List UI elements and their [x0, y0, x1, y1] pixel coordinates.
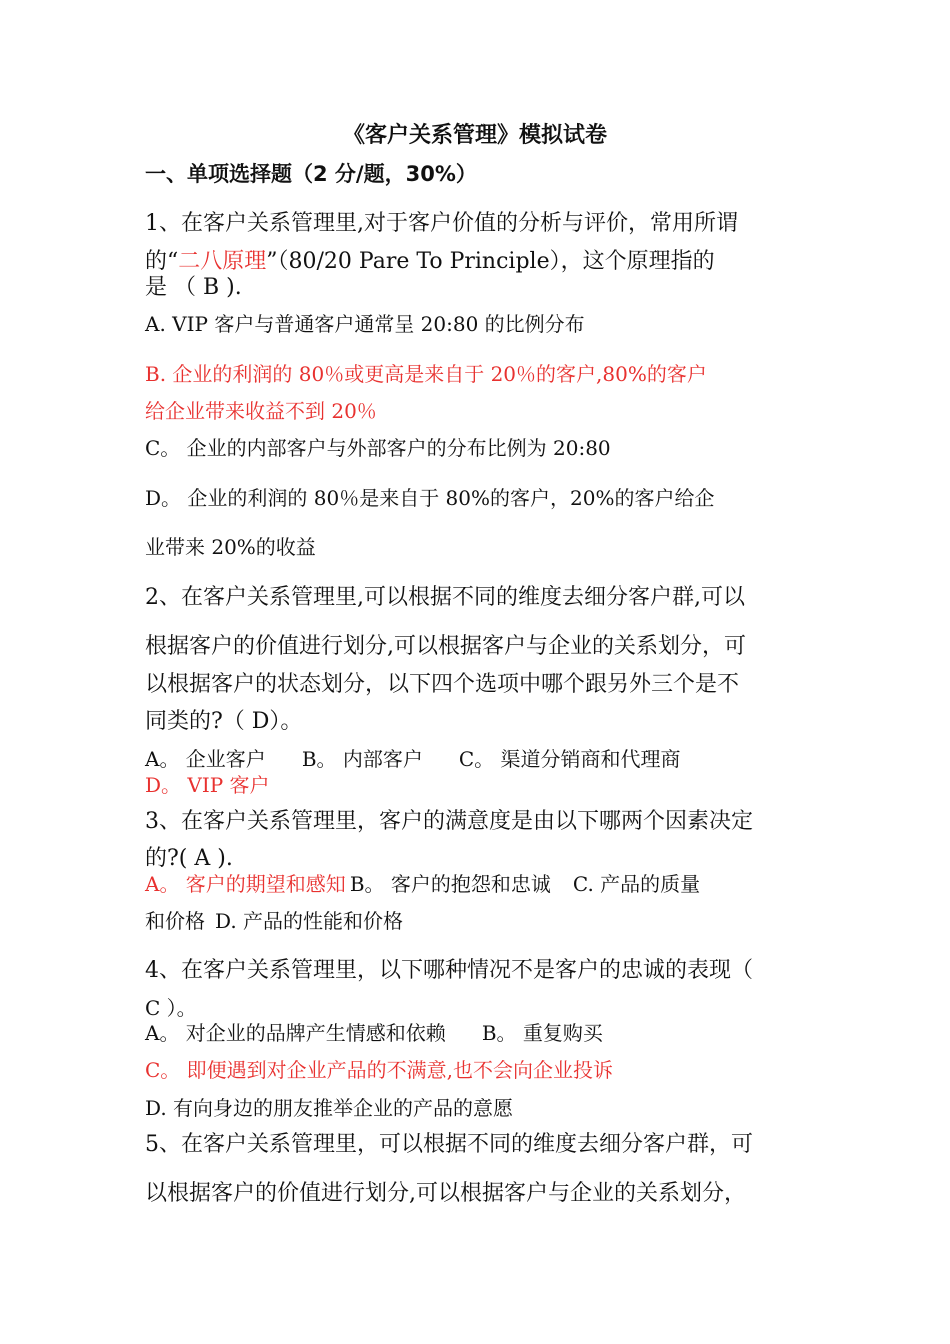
q3-stem-line2: 的?( A ).: [145, 846, 233, 871]
q2-stem-line2: 根据客户的价值进行划分,可以根据客户与企业的关系划分，可: [145, 634, 746, 659]
q1-option-a: A. VIP 客户与普通客户通常呈 20:80 的比例分布: [145, 312, 585, 336]
q4-option-d: D. 有向身边的朋友推举企业的产品的意愿: [145, 1096, 514, 1120]
section-heading: 一、单项选择题（2 分/题，30%）: [145, 162, 477, 186]
q1-stem-suffix: ”（80/20 Pare To Principle），这个原理指的: [266, 249, 715, 274]
q1-stem-line3: 是 （ B ).: [145, 275, 242, 300]
q2-stem-line4: 同类的?（ D）。: [145, 709, 303, 734]
q1-option-c: C。 企业的内部客户与外部客户的分布比例为 20:80: [145, 436, 611, 460]
page-title: 《客户关系管理》模拟试卷: [342, 123, 607, 148]
q5-stem-line2: 以根据客户的价值进行划分,可以根据客户与企业的关系划分，: [145, 1181, 746, 1206]
q1-stem-line1: 1、在客户关系管理里,对于客户价值的分析与评价，常用所谓: [145, 211, 738, 236]
q1-stem-line2: [145, 248, 715, 276]
q3-options-row1: [145, 870, 700, 898]
q4-stem-line2: C ）。: [145, 996, 197, 1020]
q4-options-row: [145, 1019, 603, 1047]
q1-option-d-cont: 业带来 20%的收益: [145, 535, 316, 559]
q2-stem-line1: 2、在客户关系管理里,可以根据不同的维度去细分客户群,可以: [145, 585, 745, 610]
q5-stem-line1: 5、在客户关系管理里，可以根据不同的维度去细分客户群，可: [145, 1132, 753, 1157]
q2-option-c: C。 渠道分销商和代理商: [458, 747, 681, 771]
q2-option-b: B。 内部客户: [301, 747, 423, 771]
q1-option-b-cont: 给企业带来收益不到 20％: [145, 399, 377, 423]
q4-option-a: A。 对企业的品牌产生情感和依赖: [145, 1021, 446, 1045]
q3-option-c: C. 产品的质量: [572, 872, 701, 896]
q3-option-d: D. 产品的性能和价格: [215, 909, 404, 933]
q1-stem-prefix: 的“: [145, 249, 179, 274]
q4-option-b: B。 重复购买: [481, 1021, 603, 1045]
q3-stem-line1: 3、在客户关系管理里，客户的满意度是由以下哪两个因素决定: [145, 809, 753, 834]
q2-option-a: A。 企业客户: [145, 747, 266, 771]
q1-option-b-answer: B. 企业的利润的 80％或更高是来自于 20％的客户,80%的客户: [145, 362, 707, 386]
q1-highlight-term: 二八原理: [178, 249, 267, 274]
q3-option-a-answer: A。 客户的期望和感知: [145, 872, 346, 896]
q2-stem-line3: 以根据客户的状态划分，以下四个选项中哪个跟另外三个是不: [145, 672, 740, 697]
q3-options-row2: [145, 907, 403, 935]
q4-option-c-answer: C。 即便遇到对企业产品的不满意,也不会向企业投诉: [145, 1058, 614, 1082]
q2-options-row: [145, 745, 681, 773]
q2-option-d-answer: D。 VIP 客户: [145, 773, 270, 797]
q3-option-c-cont: 和价格: [145, 909, 205, 933]
q1-option-d: D。 企业的利润的 80％是来自于 80%的客户，20%的客户给企: [145, 486, 715, 510]
q4-stem-line1: 4、在客户关系管理里，以下哪种情况不是客户的忠诚的表现（: [145, 958, 753, 983]
q3-option-b: B。 客户的抱怨和忠诚: [349, 872, 551, 896]
